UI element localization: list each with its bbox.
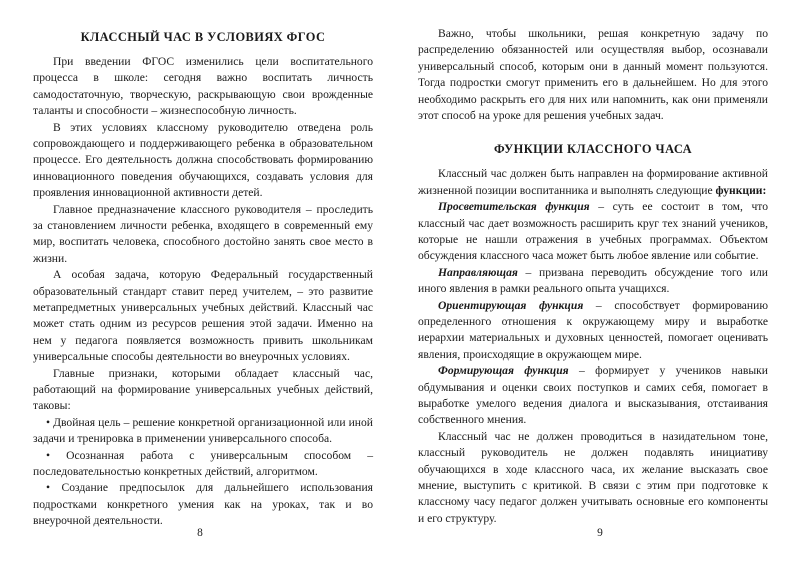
page-right	[400, 0, 800, 581]
page-number-left: 8	[197, 527, 203, 539]
paragraph	[418, 166, 768, 199]
paragraph: Главные признаки, которыми обладает классный час, работающий на формирование универсальных учебных действий, таковы:	[33, 366, 373, 413]
function-name: Ориентирующая функция	[438, 298, 584, 312]
function-entry	[418, 265, 768, 298]
function-name: Направляющая	[438, 265, 518, 279]
paragraph: Классный час не должен проводиться в назидательном тоне, классный руководитель не должен подавлять инициативу обучающихся в ходе классного часа, их желание высказать свое мнение, выступить с критикой. В связи с этим при подготовке к классному часу педагог должен учитывать основные его компоненты и его структуру.	[418, 429, 768, 525]
function-text: – суть ее состоит в том, что классный час дает возможность расширить круг тех знаний учеников, которые не нашли отражения в учебных программах. Объектом обсуждения классного часа может быть любое явление или событие.	[418, 200, 769, 263]
function-entry	[418, 298, 768, 364]
list-item: • Создание предпосылок для дальнейшего использования подростками конкретного умения как на уроках, так и во внеурочной деятельности.	[33, 481, 373, 528]
paragraph-emphasis: функции:	[715, 183, 767, 197]
page-left-heading: КЛАССНЫЙ ЧАС В УСЛОВИЯХ ФГОС	[80, 30, 326, 44]
paragraph: В этих условиях классному руководителю отведена роль сопровождающего и поддерживающего ребенка в образовательном процессе. Его деятельность должна способствовать формированию инновационного поведения обучающихся, создавать условия для проявления инновационной активности детей.	[33, 120, 373, 200]
function-name: Формирующая функция	[438, 364, 569, 378]
paragraph: Важно, чтобы школьники, решая конкретную задачу по распределению обязанностей или осуществляя выбор, осознавали универсальный способ, которым они в данный момент пользуются. Тогда подростки смогут применить его в дальнейшем. Но для этого необходимо раскрыть его для них или напомнить, как они применяли этот способ на уроке для решения учебных задач.	[418, 27, 768, 123]
function-entry	[418, 199, 768, 265]
paragraph: Главное предназначение классного руководителя – проследить за становлением личности ребенка, входящего в современный ему мир, воспитать человека, способного достойно занять свое место в жизни.	[33, 202, 373, 265]
function-text: – формирует у учеников навыки обдумывания и оценки своих поступков и самих себя, помогает в выработке умелого ведения диалога и высказывания, отстаивания собственного мнения.	[418, 364, 768, 427]
function-text: – способствует формированию определенного отношения к окружающему миру и выработке иерархии материальных и духовных ценностей, помогает оценивать явления, происходящие в окружающем мире.	[418, 298, 768, 361]
page-left-column	[33, 30, 373, 530]
paragraph: А особая задача, которую Федеральный государственный образовательный стандарт ставит перед учителем, – это развитие метапредметных универсальных учебных действий. Классный час может стать одним из ресурсов решения этой задачи. Именно на нем у педагога появляется возможность привить школьникам универсальные способы деятельности во внеурочных условиях.	[33, 268, 373, 364]
function-entry	[418, 363, 768, 429]
function-text: – призвана переводить обсуждение того или иного явления в рамки реального опыта учащихся.	[418, 265, 768, 296]
function-name: Просветительская функция	[438, 200, 590, 214]
paragraph: При введении ФГОС изменились цели воспитательного процесса в школе: сегодня важно воспитать личность самодостаточную, творческую, раскрывающую свои врожденные таланты и способности – жизнеспособную личность.	[33, 54, 373, 118]
page-right-heading: ФУНКЦИИ КЛАССНОГО ЧАСА	[493, 142, 693, 157]
page-right-column	[418, 26, 768, 527]
page-number-right: 9	[597, 527, 603, 539]
list-item: • Двойная цель – решение конкретной организационной или иной задачи и тренировка в применении универсального способа.	[33, 415, 373, 446]
list-item: • Осознанная работа с универсальным способом – последовательностью конкретных действий, алгоритмом.	[33, 448, 373, 479]
paragraph-text: Классный час должен быть направлен на формирование активной жизненной позиции воспитанника и выполнять следующие	[418, 167, 768, 197]
